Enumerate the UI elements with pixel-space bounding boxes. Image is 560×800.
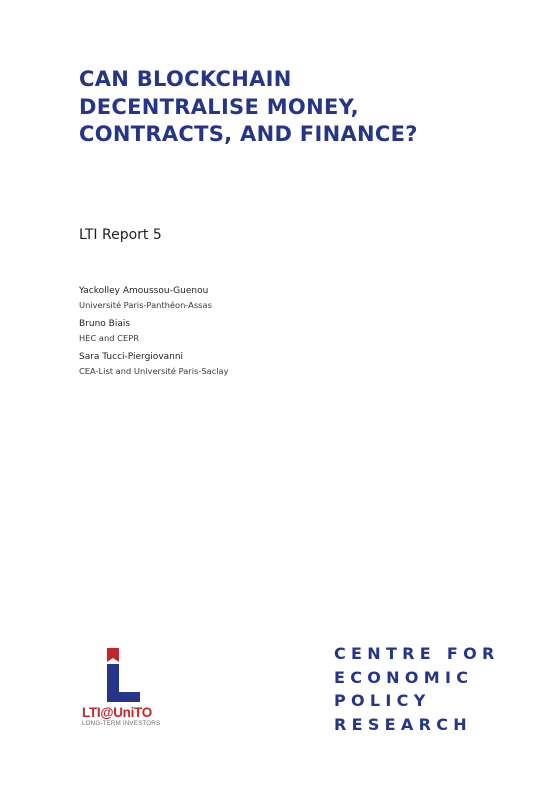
cepr-logo-line: ECONOMIC bbox=[334, 667, 474, 687]
report-title-line: DECENTRALISE MONEY, bbox=[79, 94, 359, 119]
report-title-line: CAN BLOCKCHAIN bbox=[79, 67, 292, 91]
cepr-logo-line: CENTRE FOR bbox=[334, 644, 500, 663]
author-entry bbox=[79, 285, 479, 312]
cepr-logo-line: POLICY bbox=[334, 691, 431, 710]
cepr-logo bbox=[334, 642, 500, 736]
author-list bbox=[79, 285, 479, 384]
lti-logo-tagline: LONG-TERM INVESTORS bbox=[82, 720, 161, 727]
author-affiliation: Université Paris-Panthéon-Assas bbox=[79, 300, 212, 310]
lti-logo-wordmark: LTI@UniTO bbox=[82, 705, 152, 720]
report-series-label: LTI Report 5 bbox=[79, 227, 162, 243]
report-title-line: CONTRACTS, AND FINANCE? bbox=[79, 122, 418, 146]
author-name: Yackolley Amoussou-Guenou bbox=[79, 286, 209, 296]
author-affiliation: CEA-List and Université Paris-Saclay bbox=[79, 366, 229, 376]
author-affiliation: HEC and CEPR bbox=[79, 333, 139, 343]
author-name: Sara Tucci-Piergiovanni bbox=[79, 352, 184, 362]
cepr-logo-line: RESEARCH bbox=[334, 714, 472, 734]
author-name: Bruno Biais bbox=[79, 319, 131, 329]
report-title bbox=[79, 66, 499, 149]
author-entry bbox=[79, 351, 479, 378]
author-entry bbox=[79, 318, 479, 345]
